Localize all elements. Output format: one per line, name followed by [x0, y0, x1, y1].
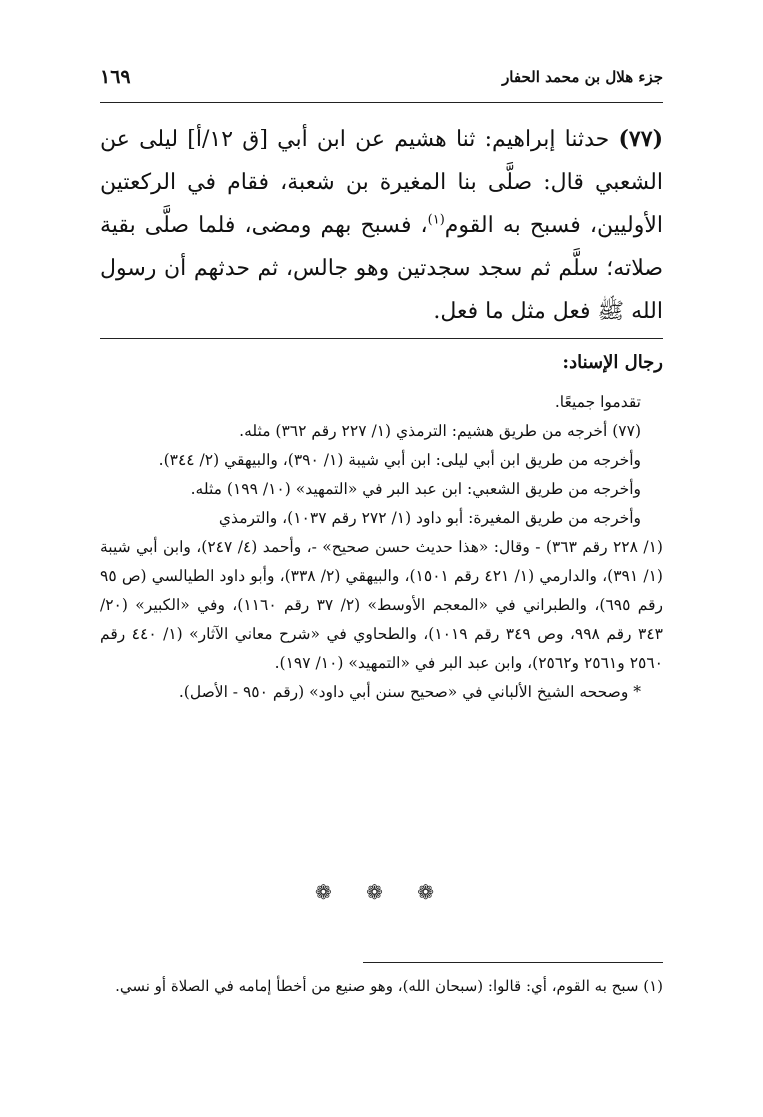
- footnote-reference[interactable]: (١): [427, 212, 445, 228]
- narrators-heading: رجال الإسناد:: [562, 352, 663, 373]
- hadith-text: [100, 118, 663, 333]
- note-line: وأخرجه من طريق ابن أبي ليلى: ابن أبي شيبة (١/ ٣٩٠)، والبيهقي (٢/ ٣٤٤).: [158, 451, 641, 469]
- note-line: وأخرجه من طريق المغيرة: أبو داود (١/ ٢٧٢ رقم ١٠٣٧)، والترمذي: [218, 509, 641, 527]
- note-line: وأخرجه من طريق الشعبي: ابن عبد البر في «التمهيد» (١٠/ ١٩٩) مثله.: [190, 480, 641, 498]
- footnote-number: (١): [643, 977, 663, 995]
- note-line: (٧٧) أخرجه من طريق هشيم: الترمذي (١/ ٢٢٧ رقم ٣٦٢) مثله.: [239, 422, 641, 440]
- footnote-text: سبح به القوم، أي: قالوا: (سبحان الله)، وهو صنيع من أخطأ إمامه في الصلاة أو نسي.: [115, 977, 639, 995]
- header-divider: [100, 102, 663, 103]
- footnote: [100, 972, 663, 1000]
- hadith-text-part1: حدثنا إبراهيم: ثنا هشيم عن ابن أبي [ق ١٢/أ] ليلى عن الشعبي قال: صلَّى بنا المغيرة بن شعبة، فقام في الركعتين الأوليين، فسبح به القوم: [100, 127, 663, 238]
- note-line: * وصححه الشيخ الألباني في «صحيح سنن أبي داود» (رقم ٩٥٠ - الأصل).: [178, 683, 641, 701]
- flower-ornaments: ❁ ❁ ❁: [315, 880, 448, 904]
- footnote-divider: [363, 962, 663, 963]
- takhrij-notes: [100, 388, 663, 707]
- running-head: [100, 68, 663, 98]
- section-divider: [100, 338, 663, 339]
- hadith-text-part2: ، فسبح بهم ومضى، فلما صلَّى بقية صلاته؛ سلَّم ثم سجد سجدتين وهو جالس، ثم حدثهم أن رسول الله ﷺ فعل مثل ما فعل.: [100, 213, 663, 324]
- note-line: (١/ ٢٢٨ رقم ٣٦٣) - وقال: «هذا حديث حسن صحيح» -، وأحمد (٤/ ٢٤٧)، وابن أبي شيبة (١/ ٣٩١)، والدارمي (١/ ٤٢١ رقم ١٥٠١)، والبيهقي (٢/ ٣٣٨)، وأبو داود الطيالسي (ص ٩٥ رقم ٦٩٥)، والطبراني في «المعجم الأوسط» (٢/ ٣٧ رقم ١١٦٠)، وفي «الكبير» (٢٠/ ٣٤٣ رقم ٩٩٨، وص ٣٤٩ رقم ١٠١٩)، والطحاوي في «شرح معاني الآثار» (١/ ٤٤٠ رقم ٢٥٦٠ و٢٥٦١ و٢٥٦٢)، وابن عبد البر في «التمهيد» (١٠/ ١٩٧).: [100, 538, 663, 672]
- note-line: تقدموا جميعًا.: [554, 393, 641, 411]
- hadith-number: (٧٧): [618, 126, 663, 152]
- book-title: جزء هلال بن محمد الحفار: [502, 68, 663, 86]
- page-number: ١٦٩: [100, 66, 131, 88]
